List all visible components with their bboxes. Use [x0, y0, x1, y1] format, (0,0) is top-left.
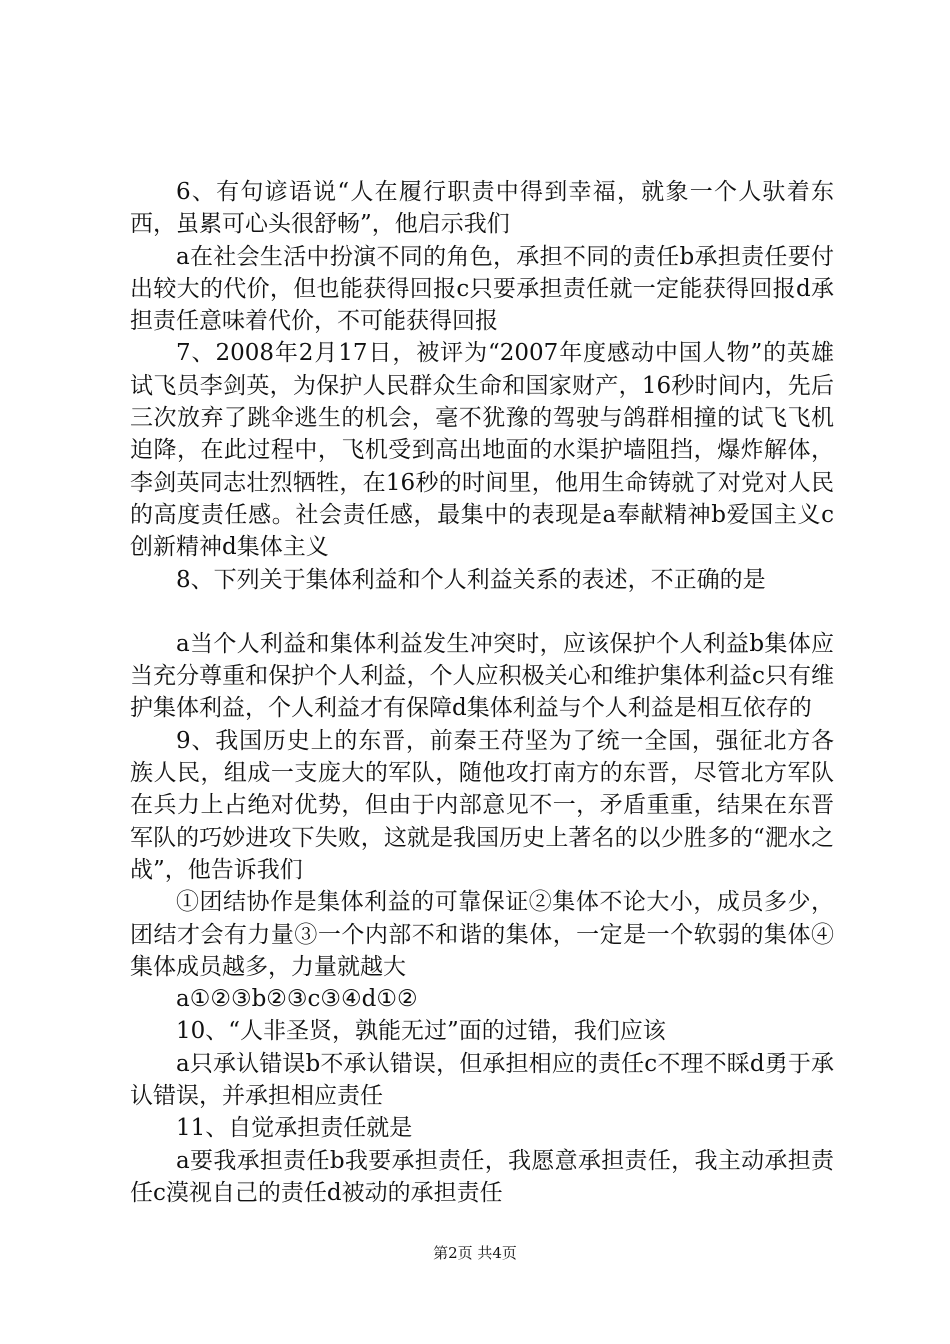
page-number: 第2页	[433, 1244, 473, 1262]
question-6-options: a在社会生活中扮演不同的角色，承担不同的责任b承担责任要付出较大的代价，但也能获得回报c只要承担责任就一定能获得回报d承担责任意味着代价，不可能获得回报	[130, 243, 834, 335]
question-9-stem: 9、我国历史上的东晋，前秦王苻坚为了统一全国，强征北方各族人民，组成一支庞大的军队，随他攻打南方的东晋，尽管北方军队在兵力上占绝对优势，但由于内部意见不一，矛盾重重，结果在东晋军队的巧妙进攻下失败，这就是我国历史上著名的以少胜多的“淝水之战”，他告诉我们	[130, 727, 834, 883]
question-8-options: a当个人利益和集体利益发生冲突时，应该保护个人利益b集体应当充分尊重和保护个人利益，个人应积极关心和维护集体利益c只有维护集体利益，个人利益才有保障d集体利益与个人利益是相互依存的	[130, 630, 834, 722]
question-9-options: a①②③b②③c③④d①②	[176, 986, 418, 1013]
question-6-stem: 6、有句谚语说“人在履行职责中得到幸福，就象一个人驮着东西，虽累可心头很舒畅”，他启示我们	[130, 179, 834, 238]
page-total: 共4页	[477, 1244, 517, 1262]
question-11-options: a要我承担责任b我要承担责任，我愿意承担责任，我主动承担责任c漠视自己的责任d被动的承担责任	[130, 1147, 834, 1206]
question-11-stem: 11、自觉承担责任就是	[176, 1115, 413, 1142]
question-10-options: a只承认错误b不承认错误，但承担相应的责任c不理不睬d勇于承认错误，并承担相应责任	[130, 1050, 834, 1110]
document-body	[130, 176, 834, 1209]
page-footer	[0, 1243, 950, 1263]
question-8-stem: 8、下列关于集体利益和个人利益关系的表述，不正确的是	[176, 566, 766, 593]
question-9-statements: ①团结协作是集体利益的可靠保证②集体不论大小，成员多少，团结才会有力量③一个内部不和谐的集体，一定是一个软弱的集体④集体成员越多，力量就越大	[130, 889, 834, 980]
question-10-stem: 10、“人非圣贤，孰能无过”面的过错，我们应该	[176, 1018, 666, 1045]
question-7-stem: 7、2008年2月17日，被评为“2007年度感动中国人物”的英雄试飞员李剑英，为保护人民群众生命和国家财产，16秒时间内，先后三次放弃了跳伞逃生的机会，毫不犹豫的驾驶与鸽群相撞的试飞飞机迫降，在此过程中，飞机受到高出地面的水渠护墙阻挡，爆炸解体，李剑英同志壮烈牺牲，在16秒的时间里，他用生命铸就了对党对人民的高度责任感。社会责任感，最集中的表现是a奉献精神b爱国主义c创新精神d集体主义	[130, 340, 834, 561]
